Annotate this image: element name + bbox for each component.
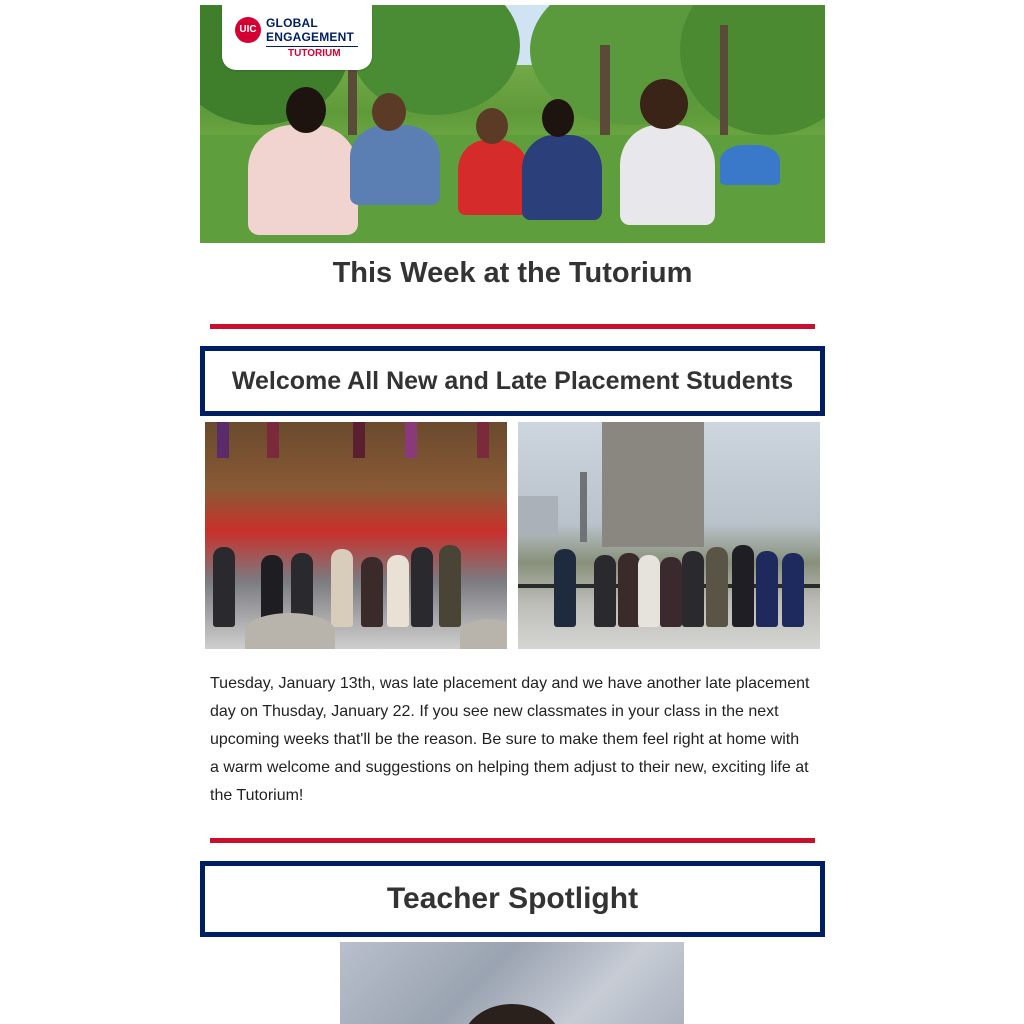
tree-trunk <box>720 25 728 145</box>
hanging-banner <box>267 422 279 458</box>
building <box>518 496 558 536</box>
person <box>660 557 682 627</box>
group-photo-outdoor <box>518 422 820 649</box>
student <box>248 125 358 235</box>
tree <box>680 5 825 135</box>
student <box>522 135 602 220</box>
student-head <box>286 87 326 133</box>
person <box>411 547 433 627</box>
hanging-banner <box>353 422 365 458</box>
student <box>720 145 780 185</box>
building <box>602 422 704 547</box>
page-title: This Week at the Tutorium <box>332 257 693 289</box>
tree-trunk <box>600 45 610 145</box>
person <box>756 551 778 627</box>
student-head <box>542 99 574 137</box>
person <box>387 555 409 627</box>
table <box>245 613 335 649</box>
skyscraper <box>580 472 587 542</box>
section-divider <box>210 838 815 843</box>
person <box>782 553 804 627</box>
person <box>213 547 235 627</box>
uic-badge: UIC <box>235 17 261 43</box>
hero-image <box>200 5 825 243</box>
logo-rule <box>266 46 358 47</box>
student-head <box>640 79 688 129</box>
person <box>732 545 754 627</box>
person <box>706 547 728 627</box>
section-heading-teacher-spotlight: Teacher Spotlight <box>200 861 825 937</box>
table <box>460 619 507 649</box>
newsletter <box>200 5 825 1024</box>
person <box>638 555 660 627</box>
person <box>554 549 576 627</box>
student <box>350 125 440 205</box>
person <box>618 553 640 627</box>
welcome-body-text: Tuesday, January 13th, was late placement day and we have another late placement day on Thusday, January 22. If you see new classmates in your class in the next upcoming weeks that'll be the reason. Be sure to make them feel right at home with a warm welcome and suggestions on helping them adjust to their new, exciting life at the Tutorium! <box>210 675 810 804</box>
hanging-banner <box>477 422 489 458</box>
person <box>331 549 353 627</box>
person <box>439 545 461 627</box>
hanging-banner <box>217 422 229 458</box>
uic-logo <box>222 5 372 70</box>
student <box>620 125 715 225</box>
teacher-photo <box>340 942 684 1024</box>
logo-subtitle: TUTORIUM <box>288 48 341 59</box>
person <box>361 557 383 627</box>
section-divider <box>210 324 815 329</box>
section-heading-welcome: Welcome All New and Late Placement Students <box>200 346 825 416</box>
logo-text-line2: ENGAGEMENT <box>266 30 355 44</box>
group-photo-indoor <box>205 422 507 649</box>
hanging-banner <box>405 422 417 458</box>
student <box>458 140 528 215</box>
tree-trunk <box>348 65 357 145</box>
student-head <box>476 108 508 144</box>
logo-text-line1: GLOBAL <box>266 16 318 30</box>
student-head <box>372 93 406 131</box>
photo-row <box>200 422 825 649</box>
person <box>594 555 616 627</box>
person <box>682 551 704 627</box>
teacher-hair <box>462 1004 562 1024</box>
